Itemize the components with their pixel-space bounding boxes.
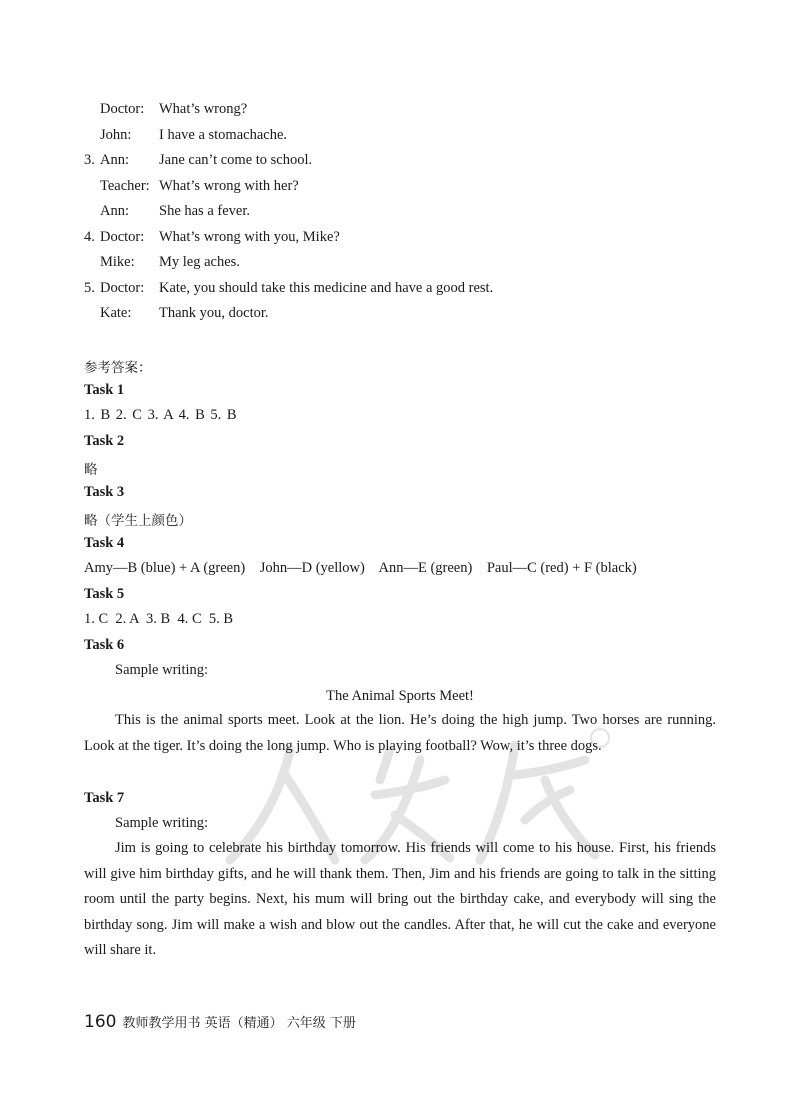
book-title: 教师教学用书 英语（精通） 六年级 下册: [122, 1016, 356, 1031]
speaker: Ann:: [100, 203, 129, 219]
task-2-heading: Task 2: [84, 433, 125, 449]
speaker: Doctor:: [100, 229, 145, 245]
task-5-answer: 1. C 2. A 3. B 4. C 5. B: [84, 611, 234, 627]
task-4-answer: Amy—B (blue) + A (green) John—D (yellow) Ann—E (green) Paul—C (red) + F (black): [84, 560, 637, 576]
speaker: John:: [100, 127, 132, 143]
utterance: What’s wrong with you, Mike?: [159, 229, 340, 245]
speaker: Teacher:: [100, 178, 150, 194]
speaker: Doctor:: [100, 280, 145, 296]
item-number: 3.: [84, 152, 95, 168]
task-3-answer: 略（学生上颜色）: [84, 513, 192, 529]
utterance: She has a fever.: [159, 203, 250, 219]
task-6-heading: Task 6: [84, 637, 125, 653]
task-2-answer: 略: [84, 462, 98, 478]
utterance: What’s wrong with her?: [159, 178, 299, 194]
answers-heading: 参考答案：: [84, 360, 152, 376]
task-1-answer: 1. B 2. C 3. A 4. B 5. B: [84, 407, 237, 423]
task-7-heading: Task 7: [84, 790, 125, 806]
item-number: 5.: [84, 280, 95, 296]
task-6-sample-label: Sample writing:: [115, 662, 209, 678]
speaker: Ann:: [100, 152, 129, 168]
task-1-heading: Task 1: [84, 382, 125, 398]
page-number: 160: [84, 1012, 117, 1032]
task-6-essay: This is the animal sports meet. Look at the lion. He’s doing the high jump. Two horses are running. Look at the tiger. It’s doing the long jump. Who is playing football? Wow, it’s three dogs.: [84, 712, 716, 754]
utterance: Jane can’t come to school.: [159, 152, 313, 168]
speaker: Mike:: [100, 254, 135, 270]
task-3-heading: Task 3: [84, 484, 125, 500]
utterance: Thank you, doctor.: [159, 305, 269, 321]
task-7-essay: Jim is going to celebrate his birthday tomorrow. His friends will come to his house. First, his friends will give him birthday gifts, and he will thank them. Then, Jim and his friends are going to talk in the sitting room until the party begins. Next, his mum will bring out the birthday cake, and everybody will sing the birthday song. Jim will make a wish and blow out the candles. After that, he will cut the cake and everyone will share it.: [84, 840, 716, 959]
task-7-sample-label: Sample writing:: [115, 815, 209, 831]
task-5-heading: Task 5: [84, 586, 125, 602]
utterance: Kate, you should take this medicine and have a good rest.: [159, 280, 494, 296]
task-4-heading: Task 4: [84, 535, 125, 551]
task-6-essay-title: The Animal Sports Meet!: [326, 688, 474, 704]
utterance: What’s wrong?: [159, 101, 248, 117]
speaker: Kate:: [100, 305, 132, 321]
utterance: I have a stomachache.: [159, 127, 288, 143]
speaker: Doctor:: [100, 101, 145, 117]
page-footer: [84, 1012, 356, 1032]
utterance: My leg aches.: [159, 254, 240, 270]
item-number: 4.: [84, 229, 95, 245]
